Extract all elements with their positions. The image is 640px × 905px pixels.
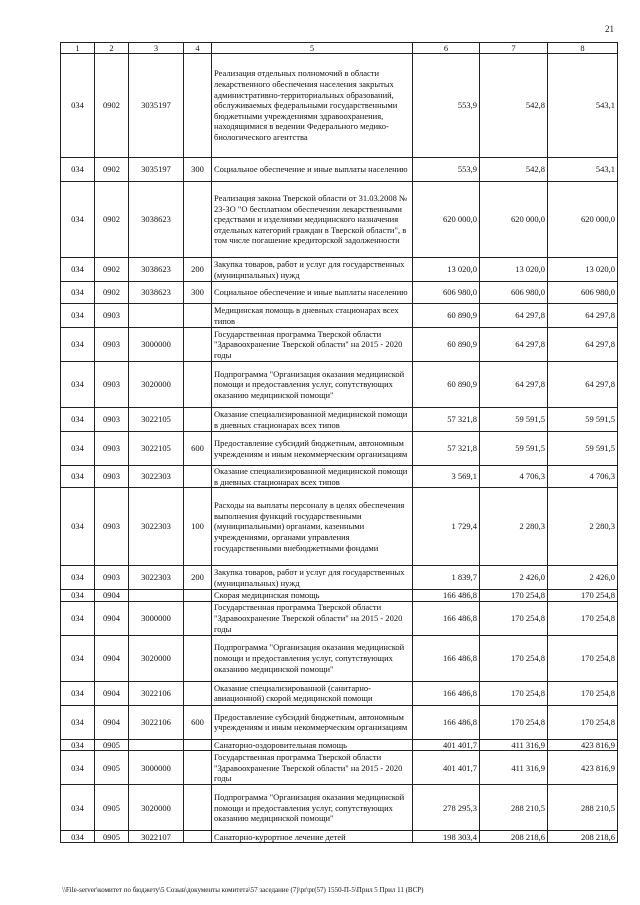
cell-section-code: 0904 — [95, 635, 129, 681]
cell-section-code: 0902 — [95, 54, 129, 158]
cell-section-code: 0903 — [95, 408, 129, 432]
cell-section-code: 0903 — [95, 466, 129, 488]
cell-item-name: Закупка товаров, работ и услуг для государственных (муниципальных) нужд — [212, 258, 413, 282]
cell-target-code: 3020000 — [129, 362, 184, 408]
cell-section-code: 0903 — [95, 432, 129, 466]
cell-amount-year-1: 166 486,8 — [413, 705, 480, 739]
cell-section-code: 0902 — [95, 158, 129, 182]
cell-item-name: Оказание специализированной медицинской помощи в дневных стационарах всех типов — [212, 466, 413, 488]
cell-amount-year-2: 606 980,0 — [480, 282, 548, 304]
cell-expense-kind — [184, 362, 212, 408]
cell-item-name: Скорая медицинская помощь — [212, 590, 413, 602]
cell-expense-kind — [184, 785, 212, 831]
cell-item-name: Подпрограмма "Организация оказания медицинской помощи и предоставления услуг, сопутствующих оказанию медицинской помощи" — [212, 362, 413, 408]
cell-ministry-code: 034 — [61, 304, 95, 328]
cell-expense-kind: 300 — [184, 282, 212, 304]
footer-file-path: \\File-server\комитет по бюджету\5 Созыв\документы комитета\57 заседание (7)\pr\pr(57) 1550-П-5\Прил 5 Прил 11 (ВСР) — [62, 886, 424, 894]
cell-amount-year-1: 166 486,8 — [413, 681, 480, 705]
cell-amount-year-2: 170 254,8 — [480, 705, 548, 739]
table-row — [61, 158, 618, 182]
cell-item-name: Реализация закона Тверской области от 31.03.2008 № 23-ЗО "О бесплатном обеспечении лекарственными средствами и изделиями медицинского назначения отдельных категорий граждан в Тверской области", в том числе погашение кредиторской задолженности — [212, 182, 413, 258]
header-col-1: 1 — [61, 43, 95, 54]
cell-target-code: 3035197 — [129, 54, 184, 158]
cell-amount-year-1: 13 020,0 — [413, 258, 480, 282]
cell-ministry-code: 034 — [61, 601, 95, 635]
cell-expense-kind — [184, 182, 212, 258]
cell-amount-year-3: 64 297,8 — [548, 328, 618, 362]
cell-ministry-code: 034 — [61, 831, 95, 843]
table-row — [61, 258, 618, 282]
cell-amount-year-1: 401 401,7 — [413, 739, 480, 751]
cell-target-code: 3022303 — [129, 488, 184, 566]
cell-amount-year-2: 208 218,6 — [480, 831, 548, 843]
cell-target-code — [129, 739, 184, 751]
cell-expense-kind — [184, 304, 212, 328]
cell-ministry-code: 034 — [61, 282, 95, 304]
cell-item-name: Расходы на выплаты персоналу в целях обеспечения выполнения функций государственными (муниципальными) органами, казенными учреждениями, органами управления государственными внебюджетными фондами — [212, 488, 413, 566]
cell-expense-kind: 600 — [184, 705, 212, 739]
cell-amount-year-1: 57 321,8 — [413, 408, 480, 432]
cell-expense-kind — [184, 466, 212, 488]
cell-item-name: Подпрограмма "Организация оказания медицинской помощи и предоставления услуг, сопутствующих оказанию медицинской помощи" — [212, 785, 413, 831]
cell-amount-year-3: 170 254,8 — [548, 601, 618, 635]
table-row — [61, 432, 618, 466]
cell-amount-year-2: 170 254,8 — [480, 590, 548, 602]
cell-expense-kind: 100 — [184, 488, 212, 566]
header-col-4: 4 — [184, 43, 212, 54]
cell-target-code: 3022106 — [129, 705, 184, 739]
page-number: 21 — [605, 24, 614, 34]
cell-amount-year-3: 4 706,3 — [548, 466, 618, 488]
cell-ministry-code: 034 — [61, 54, 95, 158]
cell-target-code: 3000000 — [129, 328, 184, 362]
cell-target-code — [129, 590, 184, 602]
table-row — [61, 488, 618, 566]
cell-section-code: 0903 — [95, 488, 129, 566]
cell-amount-year-2: 170 254,8 — [480, 601, 548, 635]
cell-section-code: 0905 — [95, 785, 129, 831]
cell-section-code: 0902 — [95, 182, 129, 258]
cell-amount-year-1: 553,9 — [413, 54, 480, 158]
cell-expense-kind — [184, 635, 212, 681]
cell-item-name: Социальное обеспечение и иные выплаты населению — [212, 282, 413, 304]
cell-ministry-code: 034 — [61, 705, 95, 739]
cell-amount-year-3: 13 020,0 — [548, 258, 618, 282]
cell-item-name: Подпрограмма "Организация оказания медицинской помощи и предоставления услуг, сопутствующих оказанию медицинской помощи" — [212, 635, 413, 681]
cell-expense-kind — [184, 590, 212, 602]
cell-ministry-code: 034 — [61, 432, 95, 466]
cell-amount-year-2: 2 426,0 — [480, 566, 548, 590]
cell-section-code: 0903 — [95, 566, 129, 590]
cell-expense-kind — [184, 681, 212, 705]
cell-amount-year-3: 423 816,9 — [548, 739, 618, 751]
cell-amount-year-1: 166 486,8 — [413, 601, 480, 635]
cell-target-code: 3022107 — [129, 831, 184, 843]
cell-target-code: 3000000 — [129, 751, 184, 785]
cell-ministry-code: 034 — [61, 258, 95, 282]
cell-expense-kind: 600 — [184, 432, 212, 466]
cell-amount-year-1: 198 303,4 — [413, 831, 480, 843]
cell-item-name: Санаторно-оздоровительная помощь — [212, 739, 413, 751]
cell-ministry-code: 034 — [61, 739, 95, 751]
cell-target-code: 3020000 — [129, 635, 184, 681]
cell-expense-kind — [184, 831, 212, 843]
cell-target-code: 3022303 — [129, 466, 184, 488]
cell-amount-year-3: 620 000,0 — [548, 182, 618, 258]
cell-amount-year-2: 411 316,9 — [480, 739, 548, 751]
budget-table — [60, 42, 618, 843]
table-row — [61, 601, 618, 635]
cell-ministry-code: 034 — [61, 158, 95, 182]
cell-item-name: Реализация отдельных полномочий в области лекарственного обеспечения населения закрытых административно-территориальных образований, обслуживаемых федеральными государственными бюджетными учреждениями здравоохранения, находящимися в ведении Федерального медико-биологического агентства — [212, 54, 413, 158]
table-row — [61, 705, 618, 739]
cell-section-code: 0903 — [95, 304, 129, 328]
cell-ministry-code: 034 — [61, 785, 95, 831]
cell-amount-year-2: 542,8 — [480, 54, 548, 158]
cell-amount-year-1: 553,9 — [413, 158, 480, 182]
cell-expense-kind — [184, 408, 212, 432]
table-row — [61, 635, 618, 681]
table-row — [61, 681, 618, 705]
header-col-5: 5 — [212, 43, 413, 54]
cell-ministry-code: 034 — [61, 681, 95, 705]
table-row — [61, 831, 618, 843]
cell-amount-year-3: 64 297,8 — [548, 362, 618, 408]
cell-amount-year-1: 60 890,9 — [413, 362, 480, 408]
cell-ministry-code: 034 — [61, 182, 95, 258]
cell-expense-kind: 300 — [184, 158, 212, 182]
header-col-7: 7 — [480, 43, 548, 54]
cell-ministry-code: 034 — [61, 408, 95, 432]
cell-section-code: 0902 — [95, 258, 129, 282]
cell-section-code: 0902 — [95, 282, 129, 304]
table-row — [61, 466, 618, 488]
cell-target-code: 3038623 — [129, 182, 184, 258]
cell-amount-year-2: 64 297,8 — [480, 362, 548, 408]
cell-section-code: 0904 — [95, 601, 129, 635]
cell-amount-year-1: 401 401,7 — [413, 751, 480, 785]
cell-section-code: 0905 — [95, 751, 129, 785]
cell-amount-year-2: 59 591,5 — [480, 432, 548, 466]
table-row — [61, 54, 618, 158]
cell-item-name: Санаторно-курортное лечение детей — [212, 831, 413, 843]
cell-item-name: Государственная программа Тверской области "Здравоохранение Тверской области" на 2015 - 2020 годы — [212, 751, 413, 785]
cell-item-name: Предоставление субсидий бюджетным, автономным учреждениям и иным некоммерческим организациям — [212, 432, 413, 466]
cell-amount-year-2: 4 706,3 — [480, 466, 548, 488]
cell-amount-year-2: 620 000,0 — [480, 182, 548, 258]
cell-amount-year-1: 60 890,9 — [413, 328, 480, 362]
cell-amount-year-1: 1 729,4 — [413, 488, 480, 566]
cell-ministry-code: 034 — [61, 566, 95, 590]
cell-expense-kind — [184, 328, 212, 362]
cell-target-code: 3020000 — [129, 785, 184, 831]
header-col-3: 3 — [129, 43, 184, 54]
header-col-8: 8 — [548, 43, 618, 54]
cell-section-code: 0903 — [95, 362, 129, 408]
cell-amount-year-3: 423 816,9 — [548, 751, 618, 785]
cell-section-code: 0905 — [95, 831, 129, 843]
cell-expense-kind — [184, 751, 212, 785]
cell-target-code: 3038623 — [129, 258, 184, 282]
table-row — [61, 328, 618, 362]
cell-amount-year-2: 64 297,8 — [480, 328, 548, 362]
cell-item-name: Государственная программа Тверской области "Здравоохранение Тверской области" на 2015 - 2020 годы — [212, 601, 413, 635]
header-col-6: 6 — [413, 43, 480, 54]
cell-item-name: Закупка товаров, работ и услуг для государственных (муниципальных) нужд — [212, 566, 413, 590]
cell-amount-year-2: 170 254,8 — [480, 681, 548, 705]
cell-item-name: Медицинская помощь в дневных стационарах всех типов — [212, 304, 413, 328]
cell-target-code — [129, 304, 184, 328]
cell-amount-year-3: 543,1 — [548, 54, 618, 158]
cell-amount-year-3: 64 297,8 — [548, 304, 618, 328]
cell-target-code: 3022106 — [129, 681, 184, 705]
cell-amount-year-3: 170 254,8 — [548, 681, 618, 705]
cell-item-name: Государственная программа Тверской области "Здравоохранение Тверской области" на 2015 - 2020 годы — [212, 328, 413, 362]
cell-target-code: 3038623 — [129, 282, 184, 304]
cell-amount-year-1: 166 486,8 — [413, 635, 480, 681]
cell-amount-year-3: 288 210,5 — [548, 785, 618, 831]
cell-item-name: Оказание специализированной (санитарно-авиационной) скорой медицинской помощи — [212, 681, 413, 705]
cell-expense-kind: 200 — [184, 566, 212, 590]
cell-amount-year-2: 288 210,5 — [480, 785, 548, 831]
cell-expense-kind — [184, 739, 212, 751]
cell-amount-year-3: 2 426,0 — [548, 566, 618, 590]
header-row — [61, 43, 618, 54]
cell-target-code: 3035197 — [129, 158, 184, 182]
cell-amount-year-3: 170 254,8 — [548, 705, 618, 739]
cell-amount-year-1: 60 890,9 — [413, 304, 480, 328]
cell-amount-year-1: 166 486,8 — [413, 590, 480, 602]
table-row — [61, 590, 618, 602]
cell-ministry-code: 034 — [61, 635, 95, 681]
cell-amount-year-1: 606 980,0 — [413, 282, 480, 304]
cell-section-code: 0903 — [95, 328, 129, 362]
cell-target-code: 3022303 — [129, 566, 184, 590]
cell-section-code: 0904 — [95, 681, 129, 705]
table-row — [61, 408, 618, 432]
cell-expense-kind — [184, 54, 212, 158]
cell-amount-year-2: 2 280,3 — [480, 488, 548, 566]
cell-amount-year-2: 170 254,8 — [480, 635, 548, 681]
cell-amount-year-2: 59 591,5 — [480, 408, 548, 432]
cell-item-name: Предоставление субсидий бюджетным, автономным учреждениям и иным некоммерческим организациям — [212, 705, 413, 739]
cell-amount-year-3: 170 254,8 — [548, 590, 618, 602]
table-row — [61, 304, 618, 328]
cell-amount-year-3: 59 591,5 — [548, 432, 618, 466]
cell-amount-year-1: 620 000,0 — [413, 182, 480, 258]
cell-ministry-code: 034 — [61, 590, 95, 602]
cell-ministry-code: 034 — [61, 751, 95, 785]
cell-amount-year-2: 64 297,8 — [480, 304, 548, 328]
cell-amount-year-1: 3 569,1 — [413, 466, 480, 488]
cell-amount-year-1: 57 321,8 — [413, 432, 480, 466]
cell-expense-kind: 200 — [184, 258, 212, 282]
table-row — [61, 362, 618, 408]
cell-section-code: 0904 — [95, 590, 129, 602]
cell-ministry-code: 034 — [61, 466, 95, 488]
cell-target-code: 3022105 — [129, 432, 184, 466]
cell-amount-year-2: 542,8 — [480, 158, 548, 182]
cell-ministry-code: 034 — [61, 328, 95, 362]
cell-ministry-code: 034 — [61, 362, 95, 408]
cell-item-name: Социальное обеспечение и иные выплаты населению — [212, 158, 413, 182]
cell-section-code: 0904 — [95, 705, 129, 739]
cell-amount-year-3: 2 280,3 — [548, 488, 618, 566]
cell-ministry-code: 034 — [61, 488, 95, 566]
cell-amount-year-3: 208 218,6 — [548, 831, 618, 843]
table-row — [61, 566, 618, 590]
cell-amount-year-1: 1 839,7 — [413, 566, 480, 590]
table-row — [61, 182, 618, 258]
table-row — [61, 739, 618, 751]
table-row — [61, 785, 618, 831]
cell-amount-year-2: 13 020,0 — [480, 258, 548, 282]
cell-target-code: 3000000 — [129, 601, 184, 635]
cell-amount-year-3: 170 254,8 — [548, 635, 618, 681]
cell-target-code: 3022105 — [129, 408, 184, 432]
cell-amount-year-3: 59 591,5 — [548, 408, 618, 432]
header-col-2: 2 — [95, 43, 129, 54]
cell-amount-year-3: 606 980,0 — [548, 282, 618, 304]
cell-expense-kind — [184, 601, 212, 635]
cell-section-code: 0905 — [95, 739, 129, 751]
cell-amount-year-1: 278 295,3 — [413, 785, 480, 831]
cell-item-name: Оказание специализированной медицинской помощи в дневных стационарах всех типов — [212, 408, 413, 432]
cell-amount-year-2: 411 316,9 — [480, 751, 548, 785]
table-row — [61, 282, 618, 304]
table-row — [61, 751, 618, 785]
cell-amount-year-3: 543,1 — [548, 158, 618, 182]
